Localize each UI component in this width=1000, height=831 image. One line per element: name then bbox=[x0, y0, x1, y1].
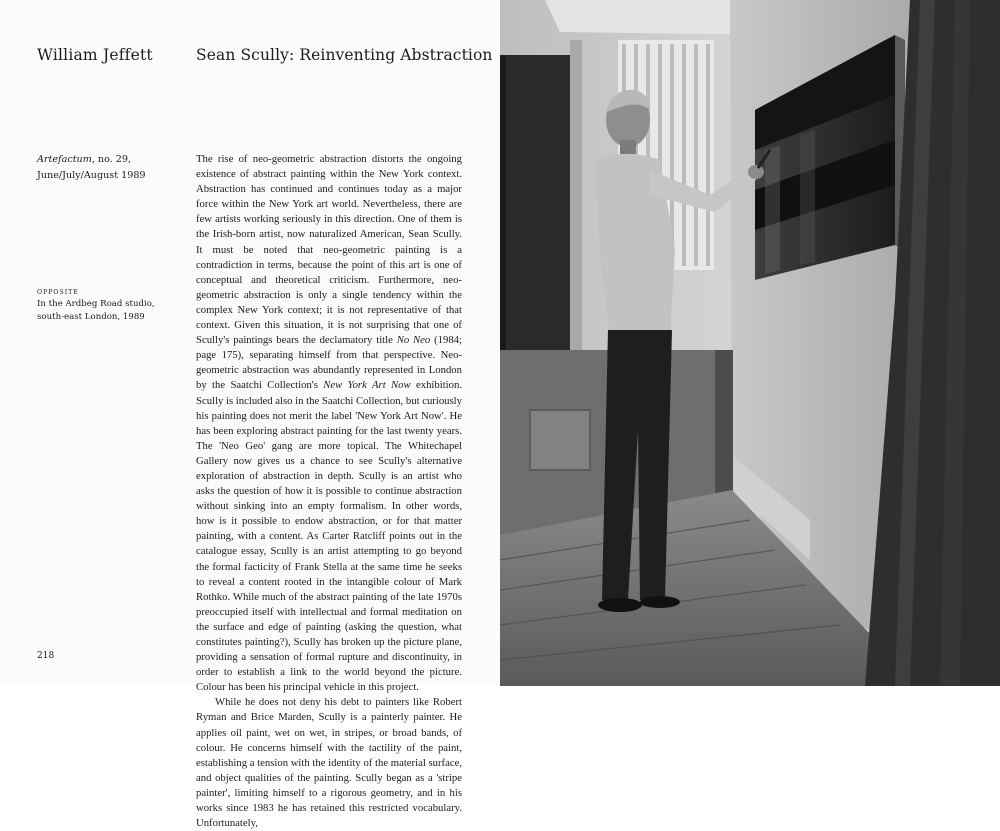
essay-body bbox=[196, 152, 462, 831]
dark-canvas-left bbox=[500, 55, 570, 395]
work-title-no-neo: No Neo bbox=[396, 334, 431, 347]
studio-photograph bbox=[500, 0, 1000, 686]
publication-name: Artefactum bbox=[37, 154, 92, 165]
issue-number: , no. 29, bbox=[91, 154, 132, 165]
paragraph-1-part-c: exhibition. Scully is included also in the Saatchi Collection, but curiously his painting does not merit the label 'New York Art Now'. He has been exploring abstract painting for the last twenty years. The 'Neo Geo' gang are more topical. The Whitechapel Gallery now gives us a chance to see Scully's alternative exploration of abstraction in depth. Scully is an artist who asks the question of how it is possible to continue abstraction without sinking into an empty formalism. In other words, how is it possible to endow abstraction, or for that matter painting, with a content. As Carter Ratcliff points out in the catalogue essay, Scully is an artist attempting to go beyond the formal facticity of Frank Stella at the same time he seeks to reveal a content rooted in the intangible colour of Mark Rothko. While much of the abstract painting of the late 1970s preoccupied itself with intellectual and formal meditation on the surface and edge of painting (asking the question, what constitutes painting?), Scully has broken up the picture plane, providing a sensation of formal rupture and discontinuity, in order to establish a link to the world beyond the picture. Colour has been his principal vehicle in this project. bbox=[196, 379, 462, 694]
text-page bbox=[0, 0, 500, 830]
paragraph-1-part-a: The rise of neo-geometric abstraction distorts the ongoing existence of abstract painting within the New York context. Abstraction has continued and continues today as a major force within the New York art world. Nevertheless, there are few artists working seriously in this direction. One of them is the Irish-born artist, now naturalized American, Sean Scully. It must be noted that neo-geometric painting is a contradiction in terms, because the point of this art is one of conceptual and theoretical criticism. Furthermore, neo-geometric abstraction is only a single tendency within the complex New York context; it is not representative of that context. Given this situation, it is not surprising that one of Scully's paintings bears the declamatory title bbox=[196, 153, 462, 347]
author-name: William Jeffett bbox=[37, 46, 153, 64]
caption-line-1: In the Ardbeg Road studio, bbox=[37, 299, 155, 309]
photo-illustration bbox=[500, 0, 1000, 686]
essay-title: Sean Scully: Reinventing Abstraction bbox=[196, 46, 493, 64]
paragraph-2: While he does not deny his debt to painters like Robert Ryman and Brice Marden, Scully is a painterly painter. He applies oil paint, wet on wet, in stripes, or broad bands, of colour. He concerns himself with the tactility of the paint, establishing a tension with the identity of the material surface, and object qualities of the painting. Scully began as a 'stripe painter', limiting himself to a rigorous geometry, and in his works since 1983 he has retained this restricted vocabulary. Unfortunately, bbox=[196, 696, 462, 830]
paragraph-1-part-b: (1984; page 175), separating himself from that perspective. Neo-geometric abstraction was abundantly represented in London by the Saatchi Collection's bbox=[196, 334, 462, 392]
exhibition-title: New York Art Now bbox=[323, 379, 411, 392]
caption-kicker: OPPOSITE bbox=[37, 289, 79, 296]
caption-line-2: south-east London, 1989 bbox=[37, 311, 145, 322]
photo-caption bbox=[37, 288, 187, 323]
publication-date: June/July/August 1989 bbox=[37, 169, 146, 181]
source-citation bbox=[37, 152, 187, 183]
page-number: 218 bbox=[37, 651, 55, 661]
paragraph-1 bbox=[196, 152, 462, 695]
